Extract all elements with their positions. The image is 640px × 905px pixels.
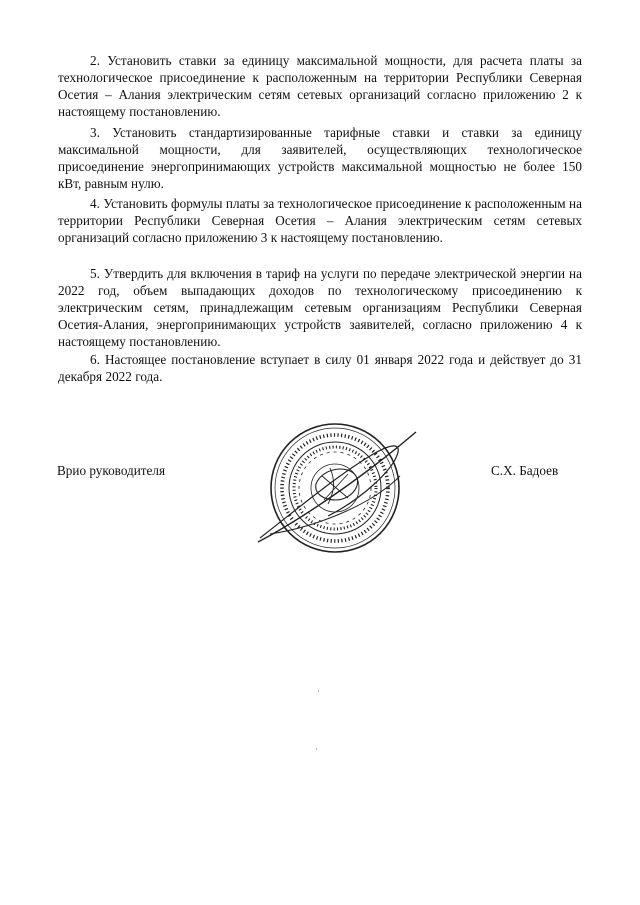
official-seal	[250, 412, 420, 562]
signature-block	[0, 463, 640, 483]
signatory-position: Врио руководителя	[57, 463, 166, 478]
signatory-name: С.Х. Бадоев	[491, 463, 559, 478]
paragraph-3: 3. Установить стандартизированные тарифные ставки и ставки за единицу максимальной мощности, для заявителей, осуществляющих технологическое присоединение энергопринимающих устройств максимальной мощностью не более 150 кВт, равным нулю.	[58, 125, 582, 191]
scan-speck	[316, 748, 317, 750]
paragraph-6: 6. Настоящее постановление вступает в силу 01 января 2022 года и действует до 31 декабря 2022 года.	[58, 352, 582, 384]
paragraph-2: 2. Установить ставки за единицу максимальной мощности, для расчета платы за технологическое присоединение к расположенным на территории Республики Северная Осетия – Алания электрическим сетям сетевых организаций согласно приложению 2 к настоящему постановлению.	[58, 53, 582, 119]
scan-speck	[318, 690, 319, 692]
paragraph-5: 5. Утвердить для включения в тариф на услуги по передаче электрической энергии на 2022 год, объем выпадающих доходов по технологическому присоединению к электрическим сетям, принадлежащим сетевым организациям Республики Северная Осетия-Алания, энергопринимающих устройств заявителей, согласно приложению 4 к настоящему постановлению.	[58, 266, 582, 349]
paragraph-4: 4. Установить формулы платы за технологическое присоединение к расположенным на территории Республики Северная Осетия – Алания электрическим сетям сетевых организаций согласно приложению 3 к настоящему постановлению.	[58, 196, 582, 245]
